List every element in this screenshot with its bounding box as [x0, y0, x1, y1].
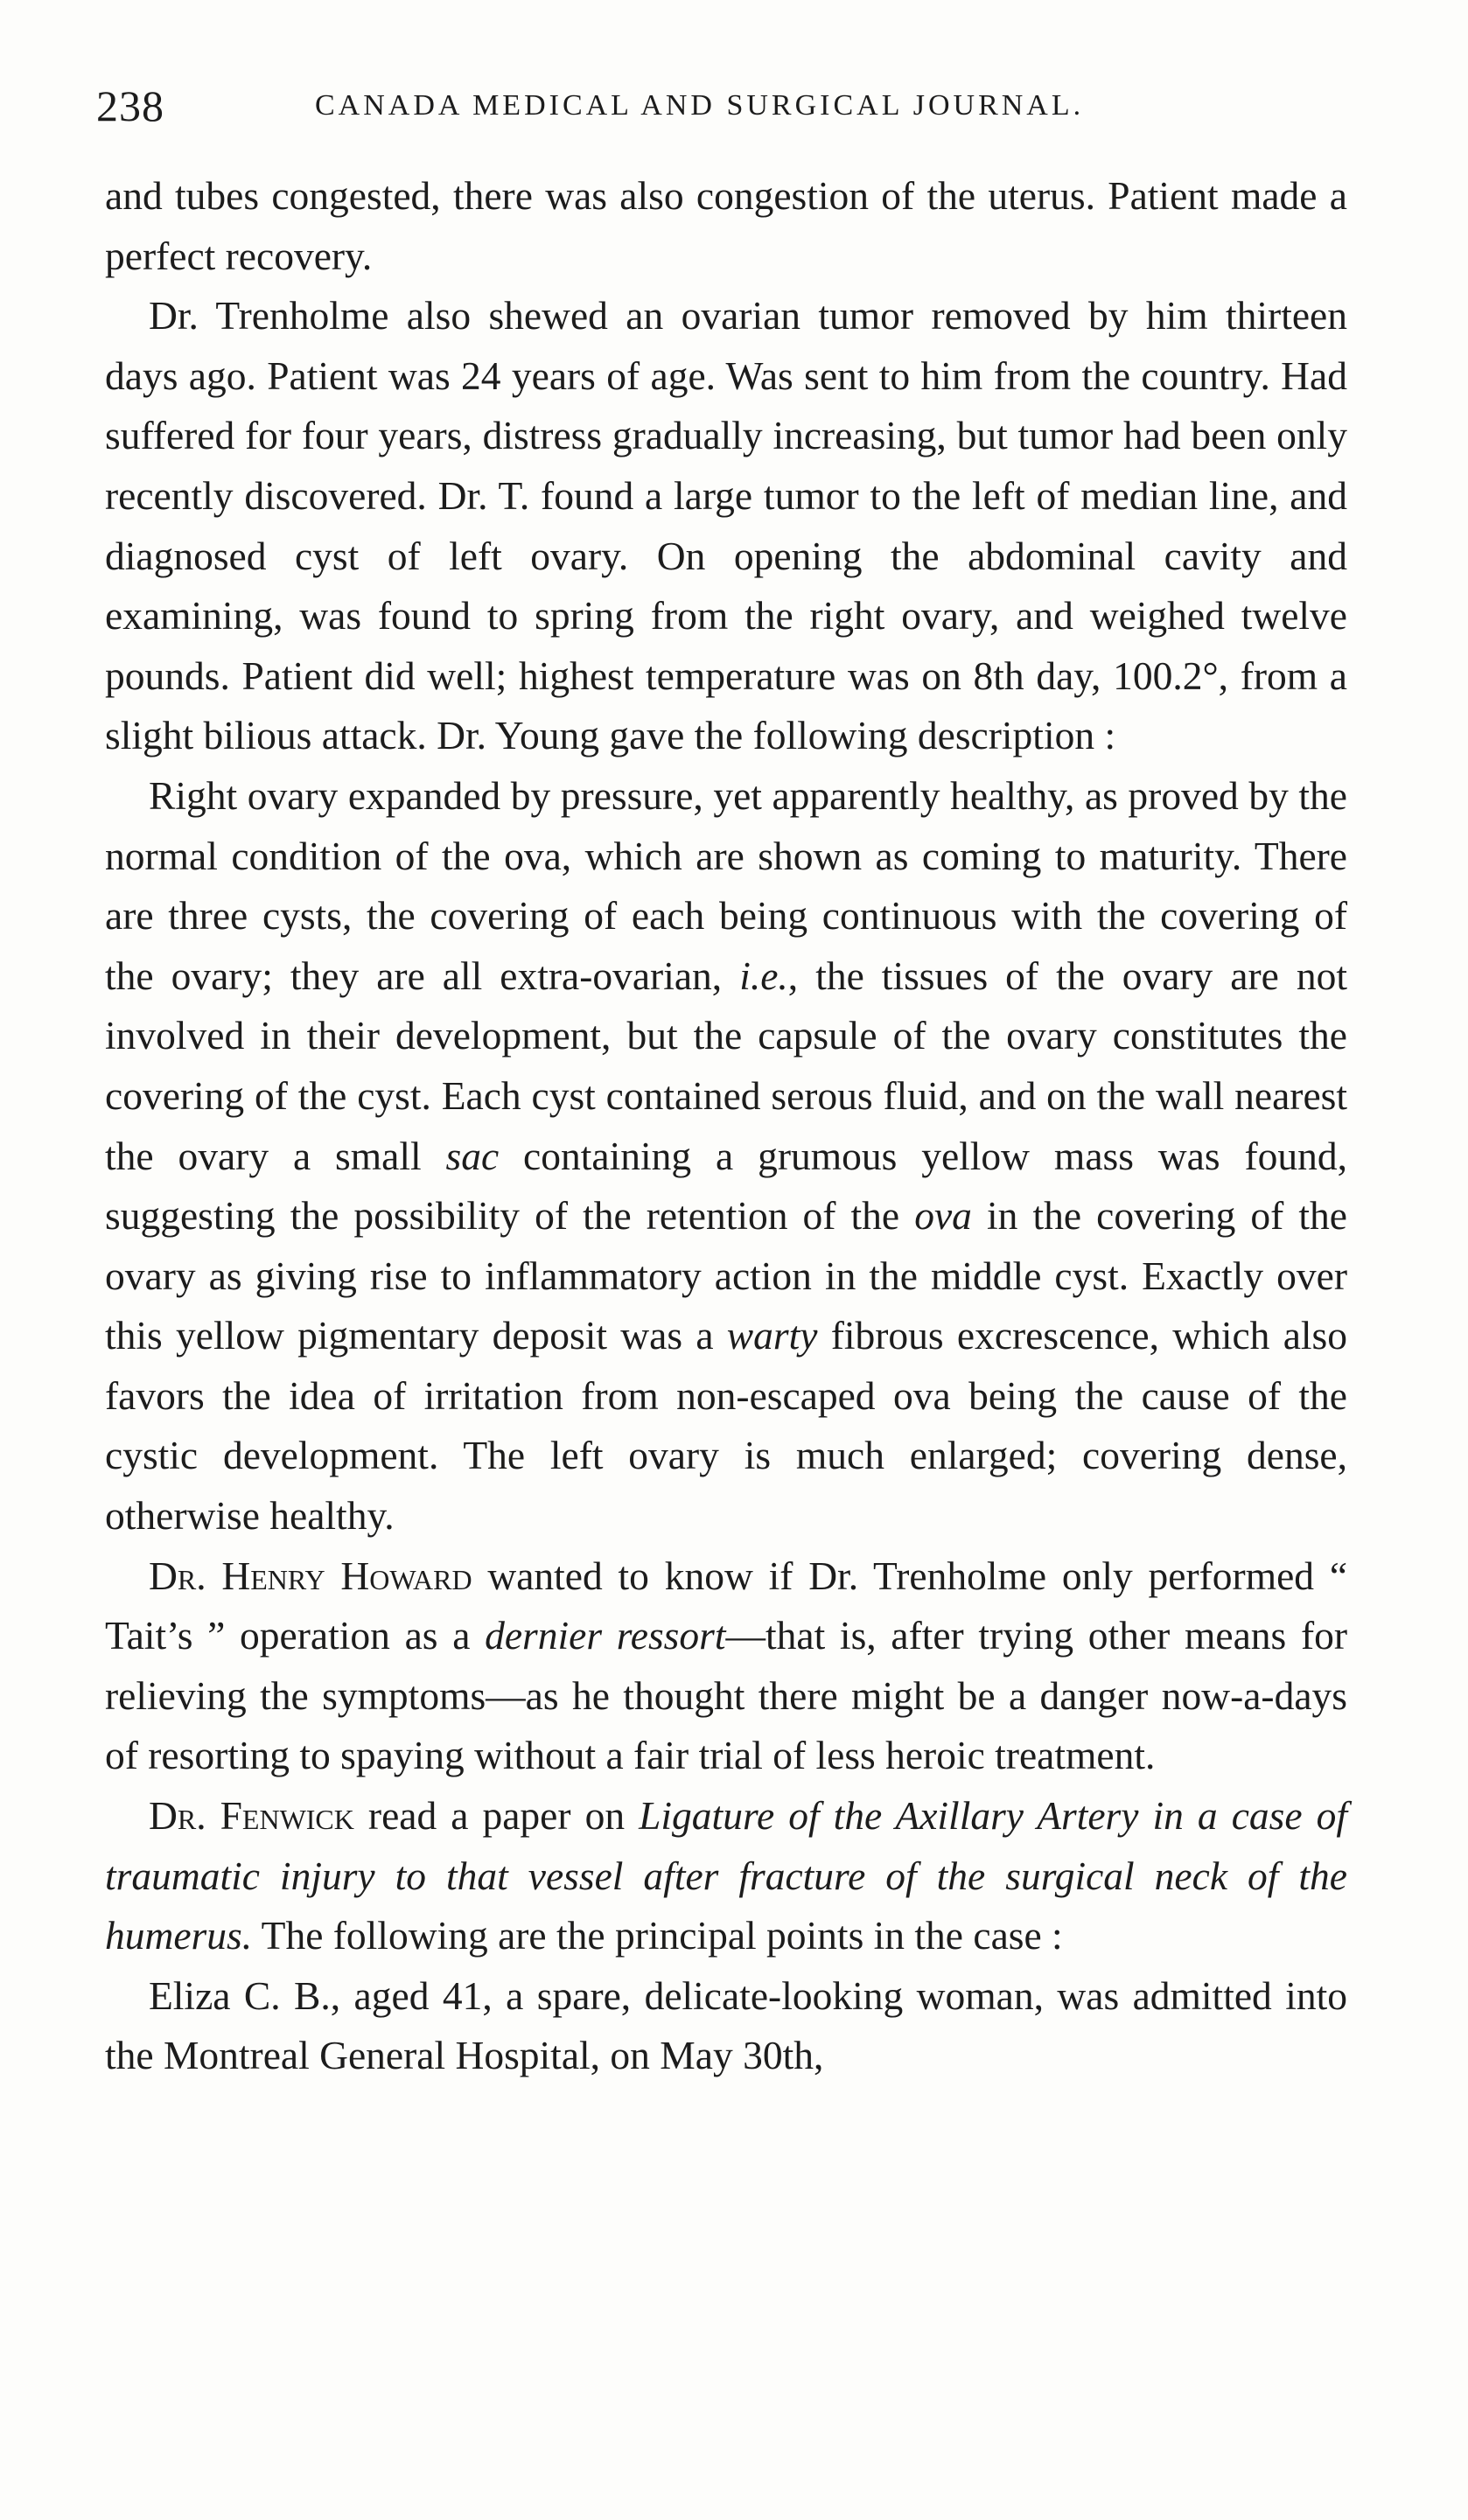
- page-number: 238: [96, 81, 164, 130]
- paragraph-case: Eliza C. B., aged 41, a spare, delicate-looking woman, was admitted into the Montreal General Hospital, on May 30th,: [105, 1972, 1347, 2078]
- text-segment: read a paper on: [353, 1793, 640, 1839]
- paper-title: Ligature of the Axillary Artery in a case of traumatic injury to that vessel after fracture of the surgical neck of the humerus.: [105, 1793, 1347, 1958]
- italic-warty: warty: [726, 1313, 818, 1358]
- paragraph-ovarian-tumor: Dr. Trenholme also shewed an ovarian tumor removed by him thirteen days ago. Patient was 24 years of age. Was sent to him from the country. Had suffered for four years, distress gradually increasing, but tumor had been only recently discovered. Dr. T. found a large tumor to the left of median line, and diagnosed cyst of left ovary. On opening the abdominal cavity and examining, was found to spring from the right ovary, and weighed twelve pounds. Patient did well; highest temperature was on 8th day, 100.2°, from a slight bilious attack. Dr. Young gave the following description :: [105, 293, 1347, 758]
- speaker-name: Dr. Fenwick: [149, 1793, 354, 1839]
- text-segment: The following are the principal points in the case :: [252, 1913, 1063, 1958]
- text-segment: —that is, after trying other means for relieving the symptoms—as he thought there might be a danger now-a-days of resorting to spaying without a fair trial of less heroic treatment.: [105, 1613, 1348, 1778]
- italic-ie: i.e.: [739, 953, 788, 998]
- text-segment: in the covering of the ovary as giving rise to inflammatory action in the middle cyst. Exactly over this yellow pigmentary deposit was a: [105, 1193, 1347, 1358]
- text-segment: wanted to know if Dr. Trenholme only performed “ Tait’s ” operation as a: [105, 1553, 1348, 1658]
- body-text: [105, 166, 1347, 2086]
- page-header: [96, 80, 1356, 133]
- paragraph-fenwick: [105, 1786, 1347, 1966]
- paragraph-description: [105, 766, 1347, 1546]
- text-segment: , the tissues of the ovary are not involved in their development, but the capsule of the ovary constitutes the covering of the cyst. Each cyst contained serous fluid, and on the wall nearest the ovary a small: [105, 953, 1348, 1178]
- text-segment: fibrous excrescence, which also favors the idea of irritation from non-escaped ova being the cause of the cystic development. The left ovary is much enlarged; covering dense, otherwise healthy.: [105, 1313, 1347, 1539]
- running-head: CANADA MEDICAL AND SURGICAL JOURNAL.: [315, 89, 1085, 122]
- italic-ova: ova: [914, 1193, 972, 1239]
- italic-dernier-ressort: dernier ressort: [485, 1613, 726, 1658]
- paragraph-howard: [105, 1546, 1347, 1786]
- italic-sac: sac: [445, 1133, 500, 1178]
- paragraph-continuation: and tubes congested, there was also congestion of the uterus. Patient made a perfect recovery.: [105, 173, 1347, 278]
- text-segment: Right ovary expanded by pressure, yet apparently healthy, as proved by the normal condition of the ova, which are shown as coming to maturity. There are three cysts, the covering of each being continuous with the covering of the ovary; they are all extra-ovarian,: [105, 772, 1347, 998]
- text-segment: containing a grumous yellow mass was found, suggesting the possibility of the retention of the: [105, 1133, 1347, 1239]
- speaker-name: Dr. Henry Howard: [149, 1553, 472, 1598]
